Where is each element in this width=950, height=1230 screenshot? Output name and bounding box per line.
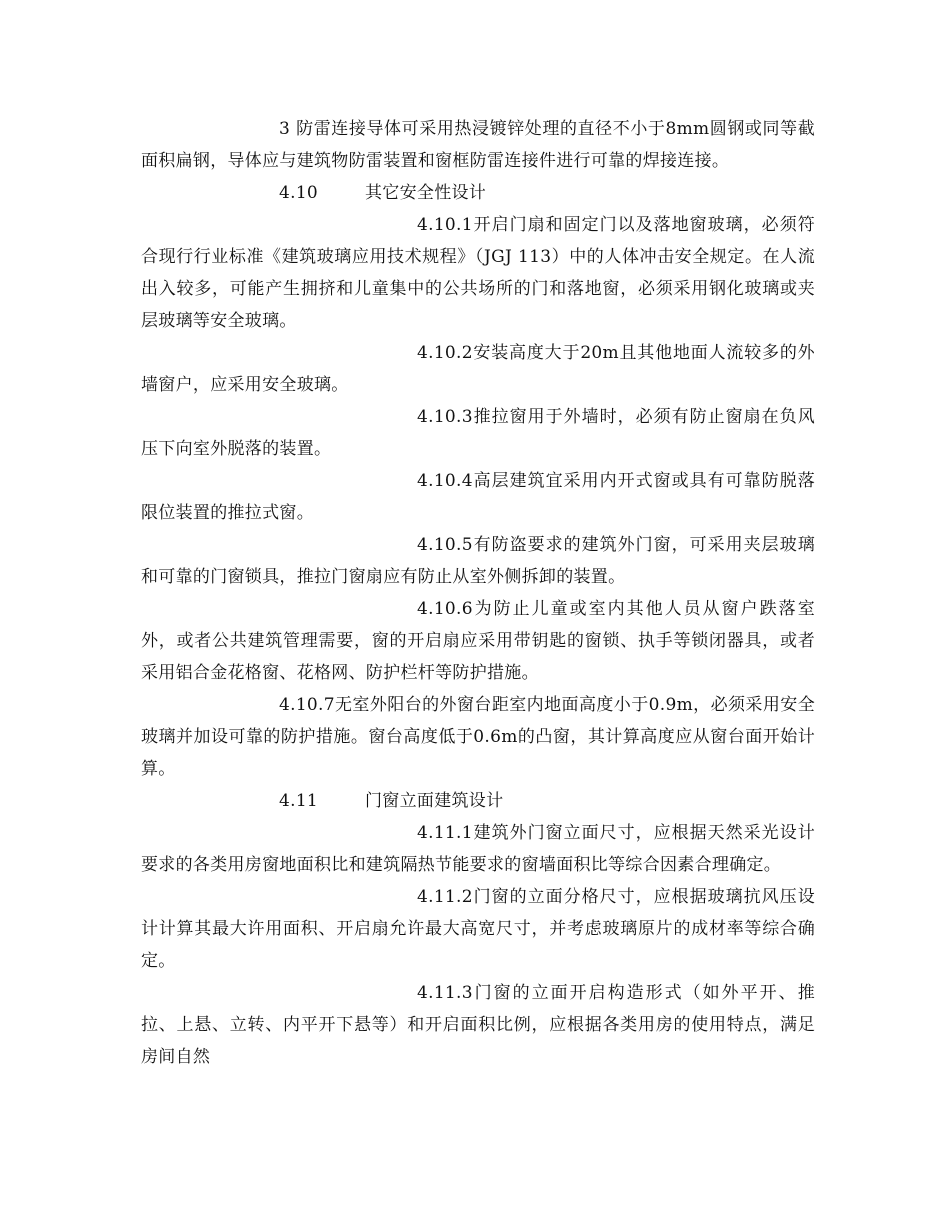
paragraph <box>141 529 815 593</box>
paragraph <box>141 209 815 337</box>
paragraph <box>141 593 815 689</box>
section-title: 其它安全性设计 <box>365 183 487 203</box>
paragraph <box>141 689 815 785</box>
document-page <box>141 113 815 1073</box>
paragraph-text: 门窗的立面分格尺寸，应根据玻璃抗风压设计计算其最大许用面积、开启扇允许最大高宽尺寸，并考虑玻璃原片的成材率等综合确定。 <box>141 887 815 971</box>
paragraph-text: 门窗的立面开启构造形式（如外平开、推拉、上悬、立转、内平开下悬等）和开启面积比例，应根据各类用房的使用特点，满足房间自然 <box>141 983 815 1067</box>
paragraph-text: 开启门扇和固定门以及落地窗玻璃，必须符合现行行业标准《建筑玻璃应用技术规程》（JGJ 113）中的人体冲击安全规定。在人流出入较多，可能产生拥挤和儿童集中的公共场所的门和落地窗，必须采用钢化玻璃或夹层玻璃等安全玻璃。 <box>141 215 815 331</box>
paragraph-number: 4.10.2 <box>417 343 473 363</box>
paragraph <box>141 337 815 401</box>
paragraph <box>141 465 815 529</box>
paragraph-text: 有防盗要求的建筑外门窗，可采用夹层玻璃和可靠的门窗锁具，推拉门窗扇应有防止从室外侧拆卸的装置。 <box>141 535 815 587</box>
paragraph <box>141 401 815 465</box>
paragraph-text: 4.10.7无室外阳台的外窗台距室内地面高度小于0.9m，必须采用安全玻璃并加设可靠的防护措施。窗台高度低于0.6m的凸窗，其计算高度应从窗台面开始计算。 <box>141 695 815 779</box>
paragraph-number: 4.10.3 <box>417 407 473 427</box>
paragraph <box>141 881 815 977</box>
paragraph-number: 4.10.4 <box>417 471 473 491</box>
paragraph-number: 4.11.2 <box>417 887 473 907</box>
paragraph-number: 4.10.5 <box>417 535 473 555</box>
section-number: 4.10 <box>279 183 319 203</box>
paragraph <box>141 113 815 177</box>
section-title: 门窗立面建筑设计 <box>365 791 504 811</box>
paragraph-text: 安装高度大于20m且其他地面人流较多的外墙窗户，应采用安全玻璃。 <box>141 343 815 395</box>
paragraph <box>141 977 815 1073</box>
paragraph-text: 建筑外门窗立面尺寸，应根据天然采光设计要求的各类用房窗地面积比和建筑隔热节能要求的窗墙面积比等综合因素合理确定。 <box>141 823 815 875</box>
section-heading <box>141 177 815 209</box>
paragraph-number: 4.10.6 <box>417 599 473 619</box>
paragraph-text: 3 防雷连接导体可采用热浸镀锌处理的直径不小于8mm圆钢或同等截面积扁钢，导体应与建筑物防雷装置和窗框防雷连接件进行可靠的焊接连接。 <box>141 119 815 171</box>
paragraph-text: 为防止儿童或室内其他人员从窗户跌落室外，或者公共建筑管理需要，窗的开启扇应采用带钥匙的窗锁、执手等锁闭器具，或者采用铝合金花格窗、花格网、防护栏杆等防护措施。 <box>141 599 815 683</box>
paragraph-text: 高层建筑宜采用内开式窗或具有可靠防脱落限位装置的推拉式窗。 <box>141 471 815 523</box>
paragraph <box>141 817 815 881</box>
paragraph-number: 4.11.1 <box>417 823 473 843</box>
section-number: 4.11 <box>279 791 319 811</box>
paragraph-number: 4.10.1 <box>417 215 473 235</box>
paragraph-number: 4.11.3 <box>417 983 473 1003</box>
section-heading <box>141 785 815 817</box>
paragraph-text: 推拉窗用于外墙时，必须有防止窗扇在负风压下向室外脱落的装置。 <box>141 407 815 459</box>
